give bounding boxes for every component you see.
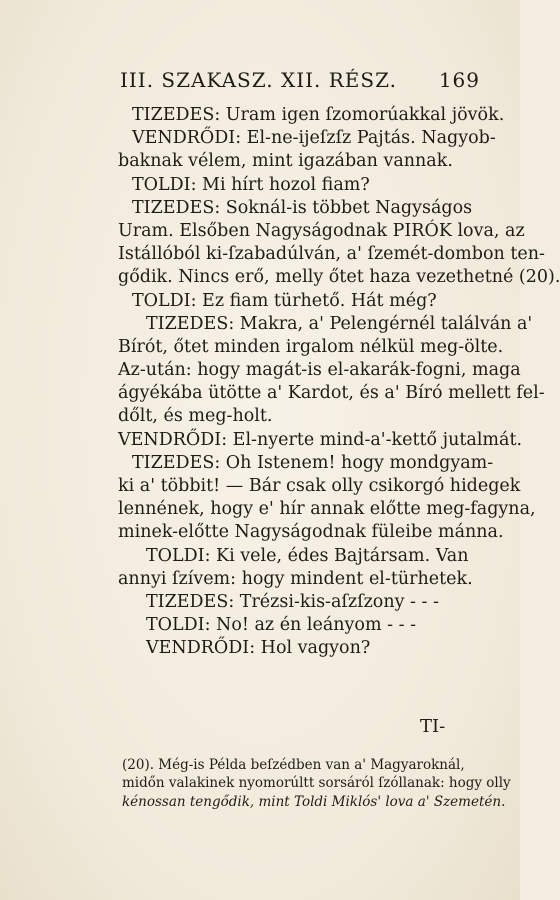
- text-line: Uram. Elsőben Nagyságodnak PIRÓK lova, az: [118, 220, 525, 241]
- dialogue-text: [118, 104, 560, 661]
- text-line: TOLDI: Ki vele, édes Bajtársam. Van: [146, 545, 469, 566]
- text-line: minek-előtte Nagyságodnak füleibe mánna.: [118, 522, 504, 543]
- footnote-line: (20). Még-is Példa beſzédben van a' Magyaroknál,: [122, 757, 465, 773]
- text-line: gődik. Nincs erő, melly őtet haza vezethetné (20).: [118, 267, 560, 288]
- text-line: TIZEDES: Trézsi-kis-aſzſzony - - -: [146, 591, 439, 612]
- text-line: TIZEDES: Uram igen ſzomorúakkal jövök.: [132, 105, 505, 125]
- running-header: [120, 68, 480, 94]
- text-line: TIZEDES: Oh Istenem! hogy mondgyam-: [132, 452, 494, 473]
- text-line: Bírót, őtet minden irgalom nélkül meg-ölte.: [118, 336, 504, 357]
- text-line: ágyékába ütötte a' Kardot, és a' Bíró mellett fel-: [118, 383, 545, 404]
- text-line: TIZEDES: Soknál-is többet Nagyságos: [132, 197, 473, 218]
- footnote-line: midőn valakinek nyomorúltt sorsáról ſzóllanak: hogy olly: [122, 775, 511, 792]
- text-line: VENDRŐDI: Hol vagyon?: [146, 638, 371, 659]
- text-line: VENDRŐDI: El-nyerte mind-a'-kettő jutalmát.: [118, 429, 523, 450]
- text-line: baknak vélem, mint igazában vannak.: [118, 151, 453, 172]
- text-line: ki a' többit! — Bár csak olly csikorgó hidegek: [118, 476, 521, 496]
- text-line: Az-után: hogy magát-is el-akarák-fogni, maga: [118, 360, 521, 381]
- text-line: TOLDI: No! az én leányom - - -: [146, 615, 416, 636]
- text-line: Istállóból ki-ſzabadúlván, a' ſzemét-dombon ten-: [118, 244, 545, 265]
- text-line: annyi ſzívem: hogy mindent el-türhetek.: [118, 568, 473, 589]
- footnote-line: kénossan tengődik, mint Toldi Miklós' lova a' Szemetén.: [122, 793, 506, 810]
- text-line: VENDRŐDI: El-ne-ijeſzſz Pajtás. Nagyob-: [132, 128, 496, 149]
- text-line: lennének, hogy e' hír annak előtte meg-fagyna,: [118, 499, 536, 520]
- text-line: dőlt, és meg-holt.: [118, 406, 273, 427]
- page-number: 169: [438, 68, 480, 92]
- text-line: TOLDI: Mi hírt hozol fiam?: [132, 174, 370, 195]
- text-line: TIZEDES: Makra, a' Pelengérnél találván a': [146, 313, 533, 334]
- footnote: [122, 756, 511, 811]
- catchword: TI-: [420, 716, 446, 737]
- header-title: III. SZAKASZ. XII. RÉSZ.: [120, 68, 398, 92]
- text-line: TOLDI: Ez fiam türhető. Hát még?: [132, 290, 437, 311]
